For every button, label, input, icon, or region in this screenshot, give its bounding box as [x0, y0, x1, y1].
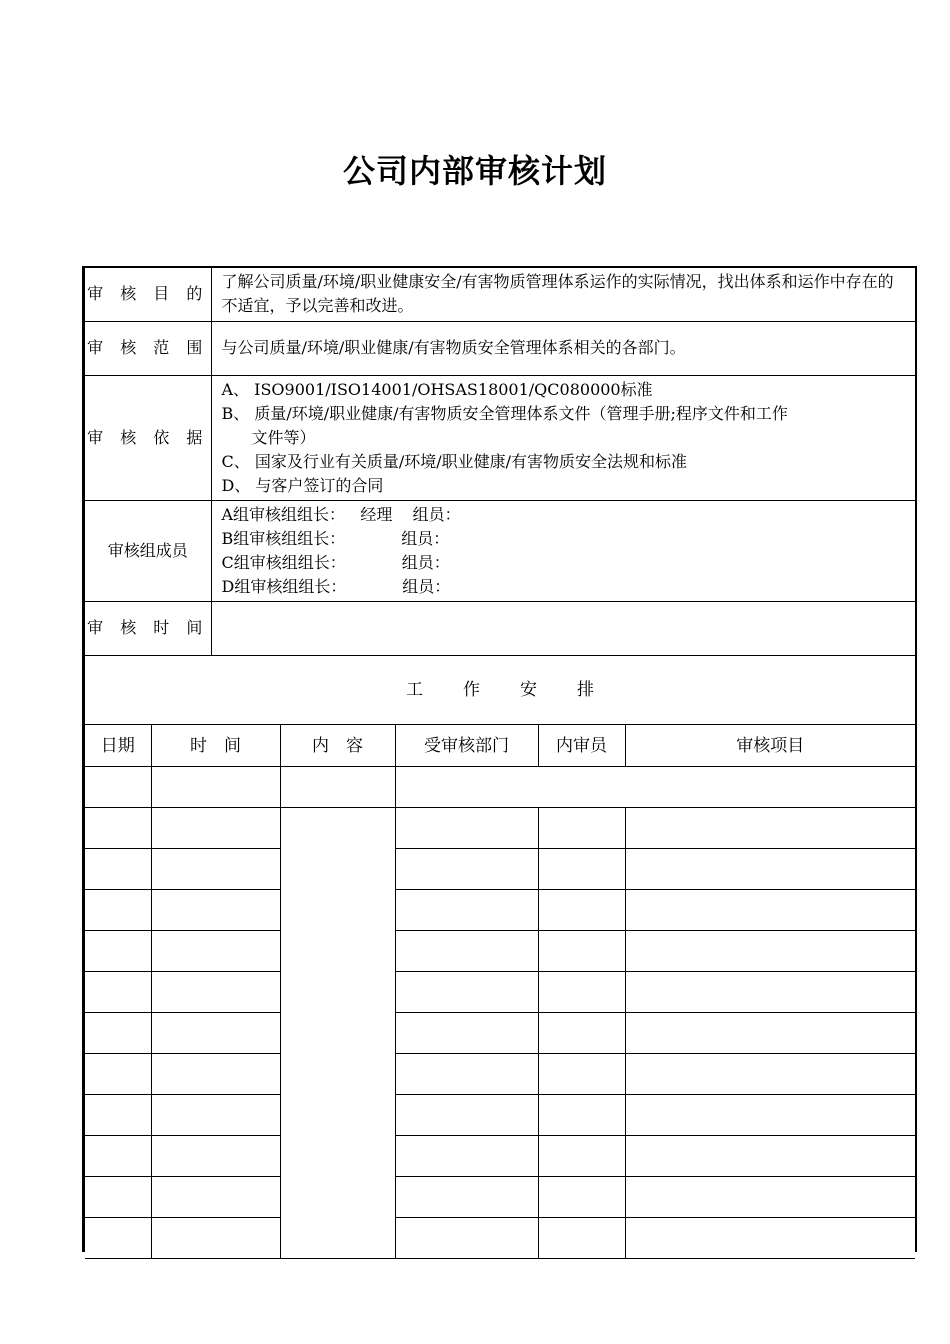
department-cell [395, 1177, 538, 1218]
members-row [85, 500, 915, 601]
audit-item-cell [625, 1095, 915, 1136]
members-cell [211, 500, 915, 601]
department-cell [395, 931, 538, 972]
date-cell [85, 808, 151, 849]
basis-item-a: A、 ISO9001/ISO14001/OHSAS18001/QC080000标准 [221, 379, 653, 399]
time-cell [151, 1054, 280, 1095]
time-cell [151, 931, 280, 972]
department-cell [395, 808, 538, 849]
info-table [85, 268, 915, 656]
header-department: 受审核部门 [395, 725, 538, 767]
audit-item-cell [625, 931, 915, 972]
basis-item-b: B、 质量/环境/职业健康/有害物质安全管理体系文件（管理手册;程序文件和工作 [221, 403, 788, 423]
arrangement-table [85, 656, 915, 1260]
date-cell [85, 849, 151, 890]
purpose-row [85, 268, 915, 321]
basis-cell [211, 375, 915, 500]
schedule-row [85, 767, 915, 808]
schedule-row [85, 972, 915, 1013]
time-row [85, 601, 915, 655]
auditor-cell [538, 1177, 625, 1218]
audit-item-cell [625, 1136, 915, 1177]
time-cell [151, 849, 280, 890]
arrangement-title-row [85, 656, 915, 725]
purpose-label: 审 核 目 的 [85, 268, 211, 321]
audit-plan-form [82, 266, 917, 1252]
header-audit-items: 审核项目 [625, 725, 915, 767]
basis-item-d: D、 与客户签订的合同 [221, 475, 384, 495]
time-cell [151, 767, 280, 808]
time-value [211, 601, 915, 655]
department-cell [395, 1136, 538, 1177]
basis-row [85, 375, 915, 500]
department-cell [395, 849, 538, 890]
member-group-a: A组审核组组长： 经理 组员： [221, 504, 461, 524]
page-title: 公司内部审核计划 [342, 152, 607, 190]
scope-row [85, 321, 915, 375]
schedule-row [85, 1177, 915, 1218]
schedule-row [85, 890, 915, 931]
time-cell [151, 1218, 280, 1259]
time-cell [151, 1013, 280, 1054]
members-label: 审核组成员 [85, 500, 211, 601]
department-cell [395, 1095, 538, 1136]
header-auditor: 内审员 [538, 725, 625, 767]
date-cell [85, 972, 151, 1013]
scope-text: 与公司质量/环境/职业健康/有害物质安全管理体系相关的各部门。 [211, 321, 915, 375]
auditor-cell [538, 808, 625, 849]
date-cell [85, 1054, 151, 1095]
time-cell [151, 1136, 280, 1177]
audit-item-cell [625, 1218, 915, 1259]
content-merged-cell [280, 808, 395, 1259]
member-group-b: B组审核组组长： 组员： [221, 528, 450, 548]
auditor-cell [538, 1013, 625, 1054]
department-cell [395, 890, 538, 931]
audit-item-cell [625, 1177, 915, 1218]
date-cell [85, 1218, 151, 1259]
schedule-row [85, 849, 915, 890]
content-cell [280, 767, 395, 808]
department-cell [395, 1054, 538, 1095]
date-cell [85, 767, 151, 808]
time-cell [151, 1177, 280, 1218]
time-label: 审 核 时 间 [85, 601, 211, 655]
schedule-row [85, 1218, 915, 1259]
basis-item-b-cont: 文件等） [251, 427, 316, 447]
member-group-d: D组审核组组长： 组员： [221, 576, 451, 596]
audit-item-cell [625, 808, 915, 849]
audit-item-cell [625, 1054, 915, 1095]
date-cell [85, 1136, 151, 1177]
auditor-cell [538, 890, 625, 931]
purpose-text: 了解公司质量/环境/职业健康安全/有害物质管理体系运作的实际情况，找出体系和运作中存在的不适宜，予以完善和改进。 [211, 268, 915, 321]
audit-item-cell [625, 849, 915, 890]
time-cell [151, 972, 280, 1013]
arrangement-title: 工作安排 [85, 656, 915, 725]
auditor-cell [538, 931, 625, 972]
schedule-row [85, 1054, 915, 1095]
department-cell [395, 972, 538, 1013]
merged-cell [395, 767, 915, 808]
date-cell [85, 931, 151, 972]
schedule-row [85, 1136, 915, 1177]
auditor-cell [538, 972, 625, 1013]
audit-item-cell [625, 890, 915, 931]
date-cell [85, 1013, 151, 1054]
basis-label: 审 核 依 据 [85, 375, 211, 500]
schedule-row [85, 808, 915, 849]
schedule-row [85, 931, 915, 972]
date-cell [85, 1095, 151, 1136]
department-cell [395, 1218, 538, 1259]
time-cell [151, 1095, 280, 1136]
header-content: 内 容 [280, 725, 395, 767]
header-date: 日期 [85, 725, 151, 767]
auditor-cell [538, 1136, 625, 1177]
auditor-cell [538, 1054, 625, 1095]
date-cell [85, 890, 151, 931]
auditor-cell [538, 1095, 625, 1136]
schedule-row [85, 1013, 915, 1054]
arrangement-header-row [85, 725, 915, 767]
member-group-c: C组审核组组长： 组员： [221, 552, 450, 572]
schedule-row [85, 1095, 915, 1136]
auditor-cell [538, 849, 625, 890]
date-cell [85, 1177, 151, 1218]
audit-item-cell [625, 1013, 915, 1054]
audit-item-cell [625, 972, 915, 1013]
department-cell [395, 1013, 538, 1054]
basis-item-c: C、 国家及行业有关质量/环境/职业健康/有害物质安全法规和标准 [221, 451, 688, 471]
scope-label: 审 核 范 围 [85, 321, 211, 375]
auditor-cell [538, 1218, 625, 1259]
time-cell [151, 890, 280, 931]
time-cell [151, 808, 280, 849]
header-time: 时 间 [151, 725, 280, 767]
